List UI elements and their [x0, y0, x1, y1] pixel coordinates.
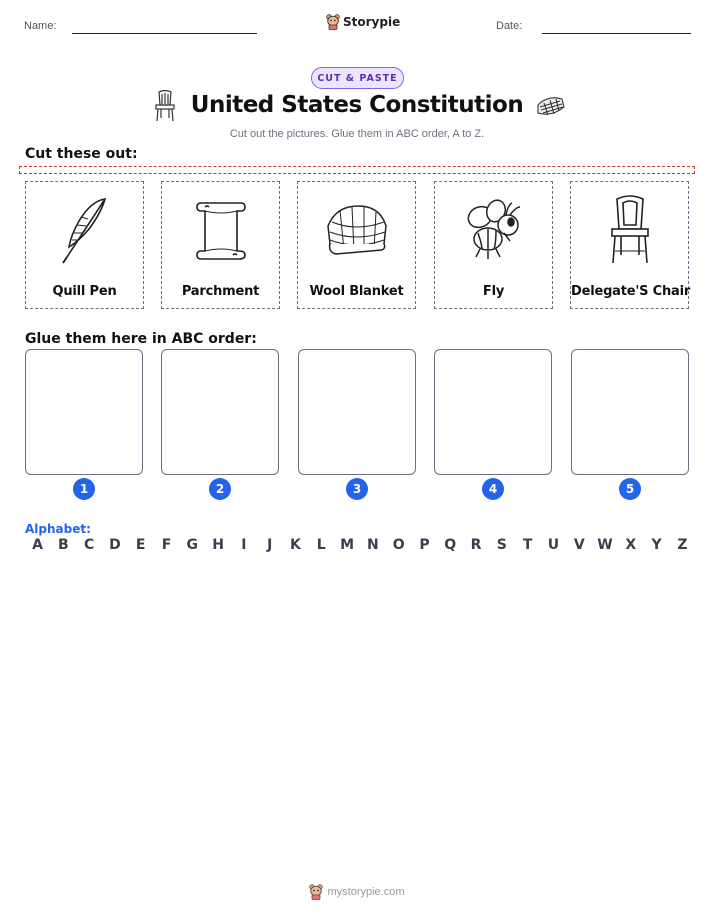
cut-card-quill-pen[interactable]: [25, 181, 144, 309]
alphabet-letter: D: [109, 537, 121, 553]
slot-number-3: 3: [346, 478, 368, 500]
alphabet-letter: X: [625, 537, 637, 553]
alphabet-letter: T: [522, 537, 533, 553]
cut-line: [19, 166, 695, 174]
activity-badge: CUT & PASTE: [311, 67, 404, 89]
alphabet-letter: Z: [677, 537, 688, 553]
page-title: United States Constitution: [190, 92, 524, 118]
alphabet-letter: S: [496, 537, 507, 553]
alphabet-row: [25, 537, 695, 553]
chair-icon: [571, 190, 688, 270]
parchment-scroll-icon: [162, 190, 279, 270]
date-line[interactable]: [542, 33, 691, 34]
alphabet-letter: C: [83, 537, 95, 553]
storypie-mascot-icon: [326, 14, 340, 30]
alphabet-letter: G: [186, 537, 199, 553]
alphabet-letter: A: [32, 537, 43, 553]
slot-number-2: 2: [209, 478, 231, 500]
footer: [0, 884, 714, 900]
slot-number-5: 5: [619, 478, 641, 500]
alphabet-letter: N: [367, 537, 379, 553]
alphabet-title: Alphabet:: [25, 522, 91, 536]
cut-card-wool-blanket[interactable]: [297, 181, 416, 309]
card-label: Delegate'S Chair: [571, 284, 691, 299]
glue-slot-2[interactable]: [161, 349, 279, 475]
slot-number-4: 4: [482, 478, 504, 500]
alphabet-letter: I: [241, 537, 247, 553]
card-label: Quill Pen: [52, 284, 117, 299]
cut-card-fly[interactable]: [434, 181, 553, 309]
alphabet-letter: H: [212, 537, 224, 553]
alphabet-letter: M: [340, 537, 355, 553]
wool-blanket-icon: [298, 190, 415, 270]
alphabet-letter: Q: [444, 537, 457, 553]
cut-section-label: Cut these out:: [25, 146, 138, 162]
alphabet-letter: W: [597, 537, 613, 553]
glue-slot-5[interactable]: [571, 349, 689, 475]
card-label: Parchment: [181, 284, 260, 299]
cut-card-delegates-chair[interactable]: [570, 181, 689, 309]
date-label: Date:: [496, 20, 523, 32]
storypie-mascot-icon: [309, 884, 323, 900]
fly-icon: [435, 190, 552, 270]
blanket-icon: [534, 95, 566, 123]
glue-slot-4[interactable]: [434, 349, 552, 475]
brand-logo: [326, 14, 400, 30]
slot-number-1: 1: [73, 478, 95, 500]
alphabet-letter: F: [161, 537, 172, 553]
brand-name: Storypie: [343, 15, 401, 29]
glue-section-label: Glue them here in ABC order:: [25, 331, 257, 347]
alphabet-letter: B: [57, 537, 69, 553]
name-label: Name:: [24, 20, 57, 32]
alphabet-letter: J: [267, 537, 273, 553]
alphabet-letter: R: [470, 537, 482, 553]
instructions: Cut out the pictures. Glue them in ABC order, A to Z.: [229, 128, 485, 140]
alphabet-letter: L: [316, 537, 326, 553]
glue-slot-1[interactable]: [25, 349, 143, 475]
alphabet-letter: P: [419, 537, 430, 553]
name-line[interactable]: [72, 33, 257, 34]
glue-slot-3[interactable]: [298, 349, 416, 475]
alphabet-letter: V: [573, 537, 585, 553]
alphabet-letter: K: [290, 537, 301, 553]
alphabet-letter: U: [547, 537, 560, 553]
card-label: Wool Blanket: [309, 284, 404, 299]
alphabet-letter: E: [135, 537, 146, 553]
alphabet-letter: Y: [651, 537, 662, 553]
footer-url[interactable]: mystorypie.com: [327, 886, 405, 898]
quill-pen-icon: [26, 190, 143, 270]
alphabet-letter: O: [392, 537, 405, 553]
card-label: Fly: [482, 284, 505, 299]
cut-card-parchment[interactable]: [161, 181, 280, 309]
